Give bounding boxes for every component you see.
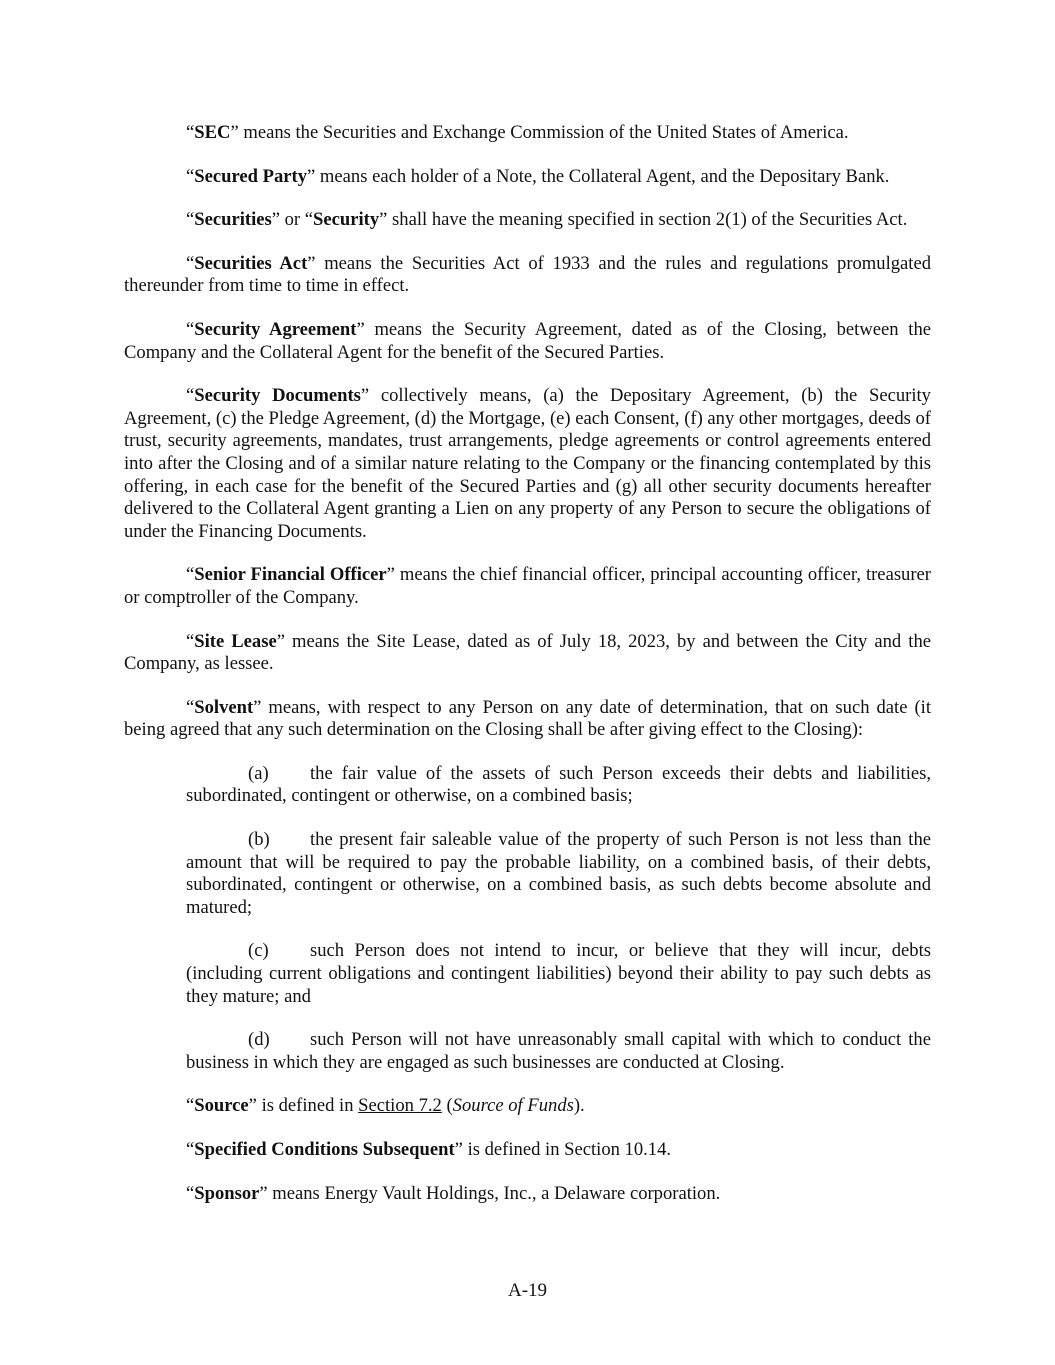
- document-body: [124, 122, 931, 1226]
- clause-label: (b): [248, 829, 270, 851]
- definition-source: “Source” is defined in Section 7.2 (Source of Funds).: [186, 1095, 585, 1117]
- definition-sponsor: “Sponsor” means Energy Vault Holdings, Inc., a Delaware corporation.: [186, 1182, 721, 1204]
- defined-term: Securities Act: [194, 252, 308, 274]
- defined-term: Secured Party: [194, 165, 308, 187]
- defined-term: Source: [194, 1095, 249, 1117]
- clause-label: (d): [248, 1029, 270, 1051]
- section-reference-link[interactable]: Section 7.2: [358, 1095, 442, 1117]
- solvent-clause-b: (b) the present fair saleable value of the property of such Person is not less than the amount that will be required to pay the probable liability, on a combined basis, of their debts, subordinated, contingent or otherwise, on a combined basis, as such debts become absolute and matured;: [186, 829, 931, 918]
- defined-term: Sponsor: [194, 1182, 260, 1204]
- defined-term: Security Documents: [194, 385, 361, 407]
- defined-term: Security: [313, 209, 380, 231]
- defined-term: Securities: [194, 209, 272, 231]
- definition-site-lease: “Site Lease” means the Site Lease, dated as of July 18, 2023, by and between the City and the Company, as lessee.: [124, 630, 931, 675]
- defined-term: SEC: [194, 122, 231, 143]
- solvent-clause-c: (c) such Person does not intend to incur, or believe that they will incur, debts (including current obligations and contingent liabilities) beyond their ability to pay such debts as they mature; and: [186, 940, 931, 1007]
- definition-security-documents: “Security Documents” collectively means, (a) the Depositary Agreement, (b) the Security Agreement, (c) the Pledge Agreement, (d) the Mortgage, (e) each Consent, (f) any other mortgages, deeds of trust, security agreements, mandates, trust arrangements, pledge agreements or control agreements entered into after the Closing and of a similar nature relating to the Company or the financing contemplated by this offering, in each case for the benefit of the Secured Parties and (g) all other security documents hereafter delivered to the Collateral Agent granting a Lien on any property of any Person to secure the obligations of under the Financing Documents.: [124, 385, 931, 542]
- solvent-clause-a: (a) the fair value of the assets of such Person exceeds their debts and liabilities, subordinated, contingent or otherwise, on a combined basis;: [186, 762, 931, 807]
- defined-term: Site Lease: [194, 630, 277, 652]
- solvent-clause-d: (d) such Person will not have unreasonably small capital with which to conduct the business in which they are engaged as such businesses are conducted at Closing.: [186, 1029, 931, 1073]
- definition-specified-conditions: “Specified Conditions Subsequent” is defined in Section 10.14.: [186, 1139, 672, 1160]
- definition-senior-financial-officer: “Senior Financial Officer” means the chief financial officer, principal accounting officer, treasurer or comptroller of the Company.: [124, 564, 931, 608]
- definition-solvent: “Solvent” means, with respect to any Person on any date of determination, that on such date (it being agreed that any such determination on the Closing shall be after giving effect to the Closing):: [124, 696, 931, 741]
- defined-term: Security Agreement: [194, 318, 357, 340]
- clause-label: (a): [248, 762, 269, 784]
- clause-label: (c): [248, 940, 269, 962]
- definition-securities-act: “Securities Act” means the Securities Act of 1933 and the rules and regulations promulgated thereunder from time to time in effect.: [124, 252, 931, 297]
- page-number: A-19: [507, 1280, 548, 1301]
- defined-term: Solvent: [194, 696, 254, 718]
- definition-secured-party: “Secured Party” means each holder of a Note, the Collateral Agent, and the Depositary Bank.: [186, 165, 890, 187]
- defined-term: Specified Conditions Subsequent: [194, 1139, 455, 1160]
- defined-term: Senior Financial Officer: [194, 564, 387, 586]
- definition-sec: “SEC” means the Securities and Exchange Commission of the United States of America.: [186, 122, 849, 143]
- definition-securities: “Securities” or “Security” shall have the meaning specified in section 2(1) of the Securities Act.: [186, 209, 908, 231]
- definition-security-agreement: “Security Agreement” means the Security Agreement, dated as of the Closing, between the Company and the Collateral Agent for the benefit of the Secured Parties.: [124, 318, 932, 363]
